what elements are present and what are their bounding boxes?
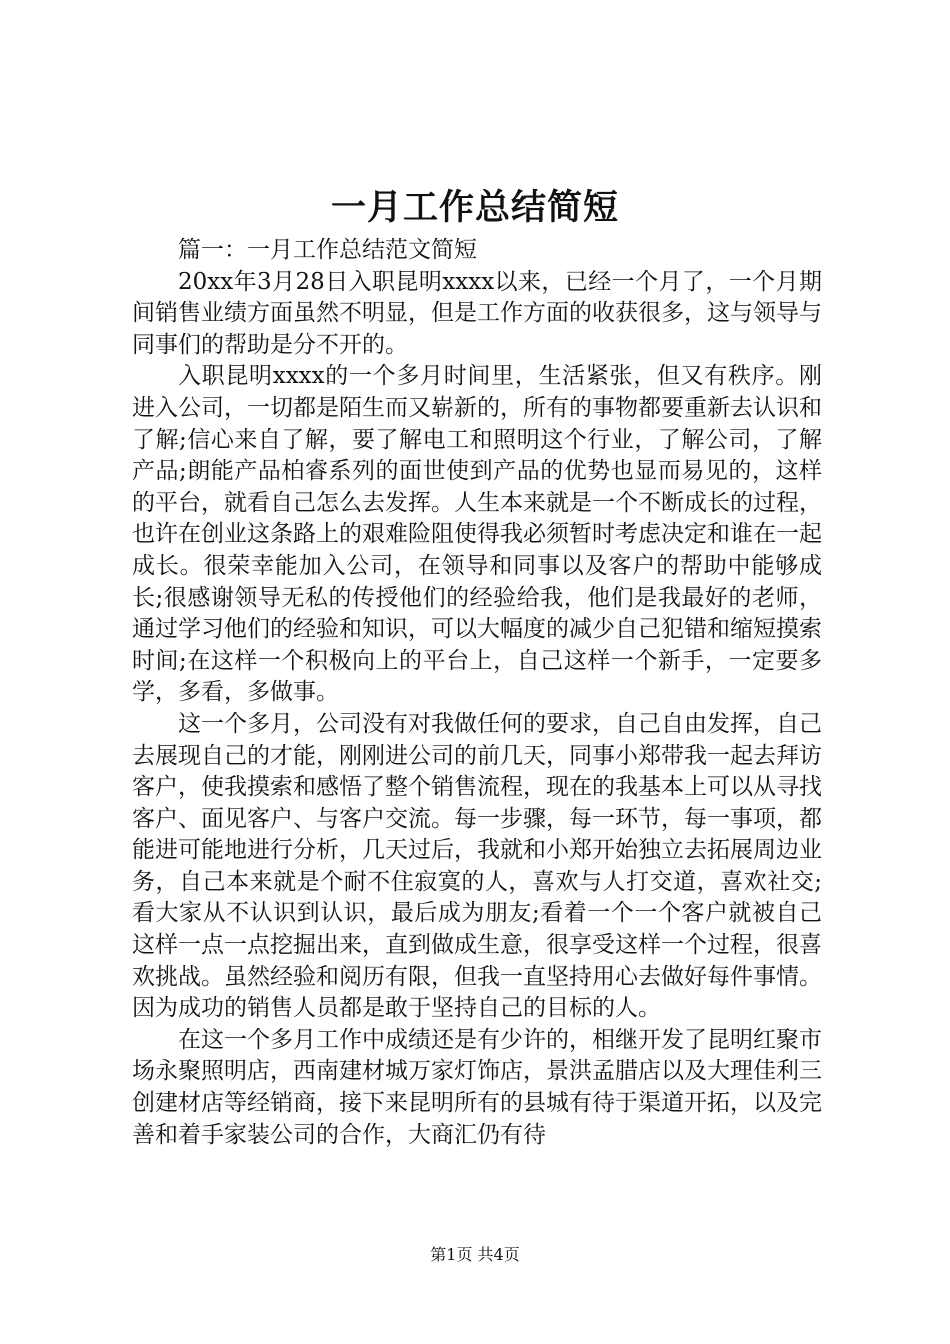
paragraph: 这一个多月，公司没有对我做任何的要求，自己自由发挥，自己去展现自己的才能，刚刚进公司的前几天，同事小郑带我一起去拜访客户，使我摸索和感悟了整个销售流程，现在的我基本上可以从寻找客户、面见客户、与客户交流。每一步骤，每一环节，每一事项，都能进可能地进行分析，几天过后，我就和小郑开始独立去拓展周边业务，自己本来就是个耐不住寂寞的人，喜欢与人打交道，喜欢社交;看大家从不认识到认识，最后成为朋友;看着一个一个客户就被自己这样一点一点挖掘出来，直到做成生意，很享受这样一个过程，很喜欢挑战。虽然经验和阅历有限，但我一直坚持用心去做好每件事情。因为成功的销售人员都是敢于坚持自己的目标的人。 [132,710,822,1022]
section-subtitle: 篇一：一月工作总结范文简短 [178,237,477,263]
paragraph: 入职昆明xxxx的一个多月时间里，生活紧张，但又有秩序。刚进入公司，一切都是陌生而又崭新的，所有的事物都要重新去认识和了解;信心来自了解，要了解电工和照明这个行业，了解公司，了解产品;朗能产品柏睿系列的面世使到产品的优势也显而易见的，这样的平台，就看自己怎么去发挥。人生本来就是一个不断成长的过程，也许在创业这条路上的艰难险阻使得我必须暂时考虑决定和谁在一起成长。很荣幸能加入公司，在领导和同事以及客户的帮助中能够成长;很感谢领导无私的传授他们的经验给我，他们是我最好的老师，通过学习他们的经验和知识，可以大幅度的减少自己犯错和缩短摸索时间;在这样一个积极向上的平台上，自己这样一个新手，一定要多学，多看，多做事。 [132,363,822,706]
document-title: 一月工作总结简短 [330,187,619,228]
paragraph: 在这一个多月工作中成绩还是有少许的，相继开发了昆明红聚市场永聚照明店，西南建材城万家灯饰店，景洪孟腊店以及大理佳利三创建材店等经销商，接下来昆明所有的县城有待于渠道开拓，以及完善和着手家装公司的合作，大商汇仍有待 [132,1026,822,1148]
page-number: 第1页 共4页 [430,1245,520,1264]
document-body [132,235,822,1151]
paragraph: 20xx年3月28日入职昆明xxxx以来，已经一个月了，一个月期间销售业绩方面虽然不明显，但是工作方面的收获很多，这与领导与同事们的帮助是分不开的。 [132,268,822,358]
